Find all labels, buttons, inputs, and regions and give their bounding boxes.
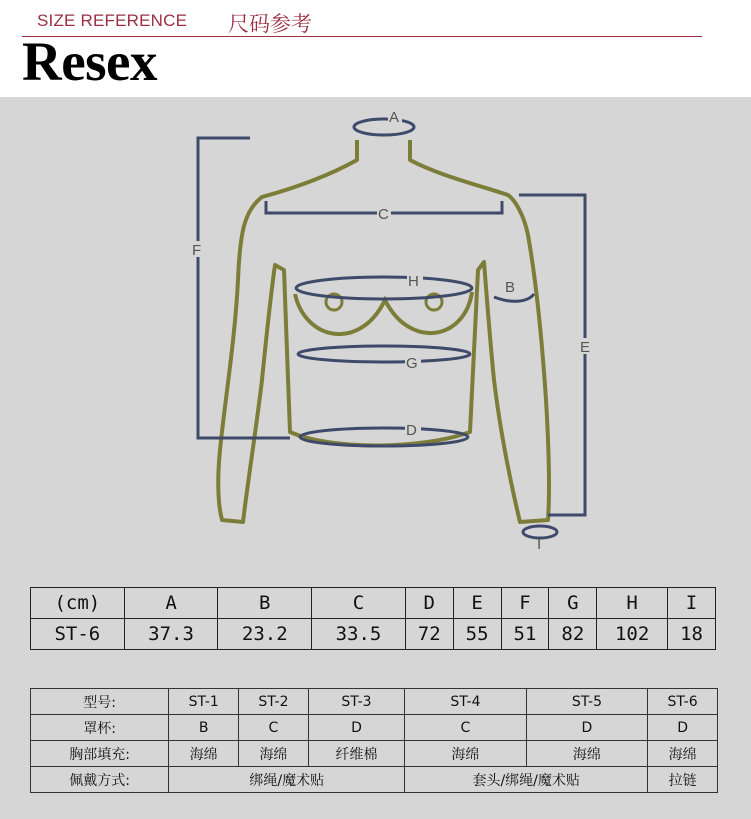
model-table-cell: 绑绳/魔术贴 (169, 767, 405, 793)
size-table-cell: 82 (549, 619, 597, 650)
measure-g-underbust (298, 346, 470, 362)
measure-d-waist (300, 428, 468, 446)
size-table-cell: 72 (405, 619, 453, 650)
model-table-cell: B (169, 715, 239, 741)
model-table-cell: C (239, 715, 309, 741)
model-table-cell: 海绵 (648, 741, 718, 767)
model-table-cell: ST-4 (405, 689, 527, 715)
model-table-cell: 纤维棉 (308, 741, 404, 767)
size-reference-title-cn: 尺码参考 (228, 12, 312, 36)
size-table-cell: 23.2 (218, 619, 312, 650)
model-table-cell: 胸部填充: (31, 741, 169, 767)
size-table-header-cell: C (312, 588, 406, 619)
label-f: F (192, 242, 202, 259)
model-table-cell: D (648, 715, 718, 741)
size-table-header-cell: E (453, 588, 501, 619)
model-table-cell: D (308, 715, 404, 741)
size-table-cell: 33.5 (312, 619, 406, 650)
model-table-cell: 罩杯: (31, 715, 169, 741)
size-table-header-cell: D (405, 588, 453, 619)
model-table-cell: C (405, 715, 527, 741)
size-table-cell: 51 (501, 619, 549, 650)
size-table-header-cell: A (124, 588, 218, 619)
brand-logo: Resex (22, 31, 157, 92)
size-table-header-cell: F (501, 588, 549, 619)
model-table-row (31, 689, 718, 715)
size-table-cell: 102 (597, 619, 668, 650)
garment-outline (218, 140, 549, 522)
size-table (30, 587, 716, 650)
model-table-cell: ST-5 (526, 689, 648, 715)
model-table-cell: ST-6 (648, 689, 718, 715)
size-table-header-cell: B (218, 588, 312, 619)
size-table-header-cell: H (597, 588, 668, 619)
size-table-header-cell: I (668, 588, 716, 619)
model-table-cell: 拉链 (648, 767, 718, 793)
size-table-cell: 18 (668, 619, 716, 650)
model-table-cell: 海绵 (526, 741, 648, 767)
model-table (30, 688, 718, 793)
label-h: H (408, 273, 419, 290)
model-table-cell: ST-3 (308, 689, 404, 715)
label-d: D (406, 422, 417, 439)
model-table-row (31, 715, 718, 741)
size-table-header-row (31, 588, 716, 619)
measure-h-bust (296, 277, 472, 299)
model-table-cell: 佩戴方式: (31, 767, 169, 793)
model-table-cell: D (526, 715, 648, 741)
model-table-cell: ST-2 (239, 689, 309, 715)
size-table-header-cell: (cm) (31, 588, 125, 619)
model-table-cell: ST-1 (169, 689, 239, 715)
model-table-cell: 海绵 (169, 741, 239, 767)
label-c: C (378, 206, 389, 223)
size-table-header-cell: G (549, 588, 597, 619)
model-table-cell: 海绵 (239, 741, 309, 767)
size-table-row (31, 619, 716, 650)
label-i: I (537, 536, 542, 553)
size-reference-title: SIZE REFERENCE (37, 11, 188, 30)
measure-a-neck (354, 119, 414, 135)
label-a: A (389, 109, 400, 126)
model-table-cell: 海绵 (405, 741, 527, 767)
label-g: G (406, 355, 418, 372)
label-b: B (505, 279, 516, 296)
model-table-row (31, 767, 718, 793)
model-table-cell: 套头/绑绳/魔术贴 (405, 767, 648, 793)
size-table-cell: 37.3 (124, 619, 218, 650)
label-e: E (580, 339, 591, 356)
model-table-row (31, 741, 718, 767)
size-table-cell: 55 (453, 619, 501, 650)
size-table-cell: ST-6 (31, 619, 125, 650)
measure-f-length (198, 138, 290, 438)
model-table-cell: 型号: (31, 689, 169, 715)
